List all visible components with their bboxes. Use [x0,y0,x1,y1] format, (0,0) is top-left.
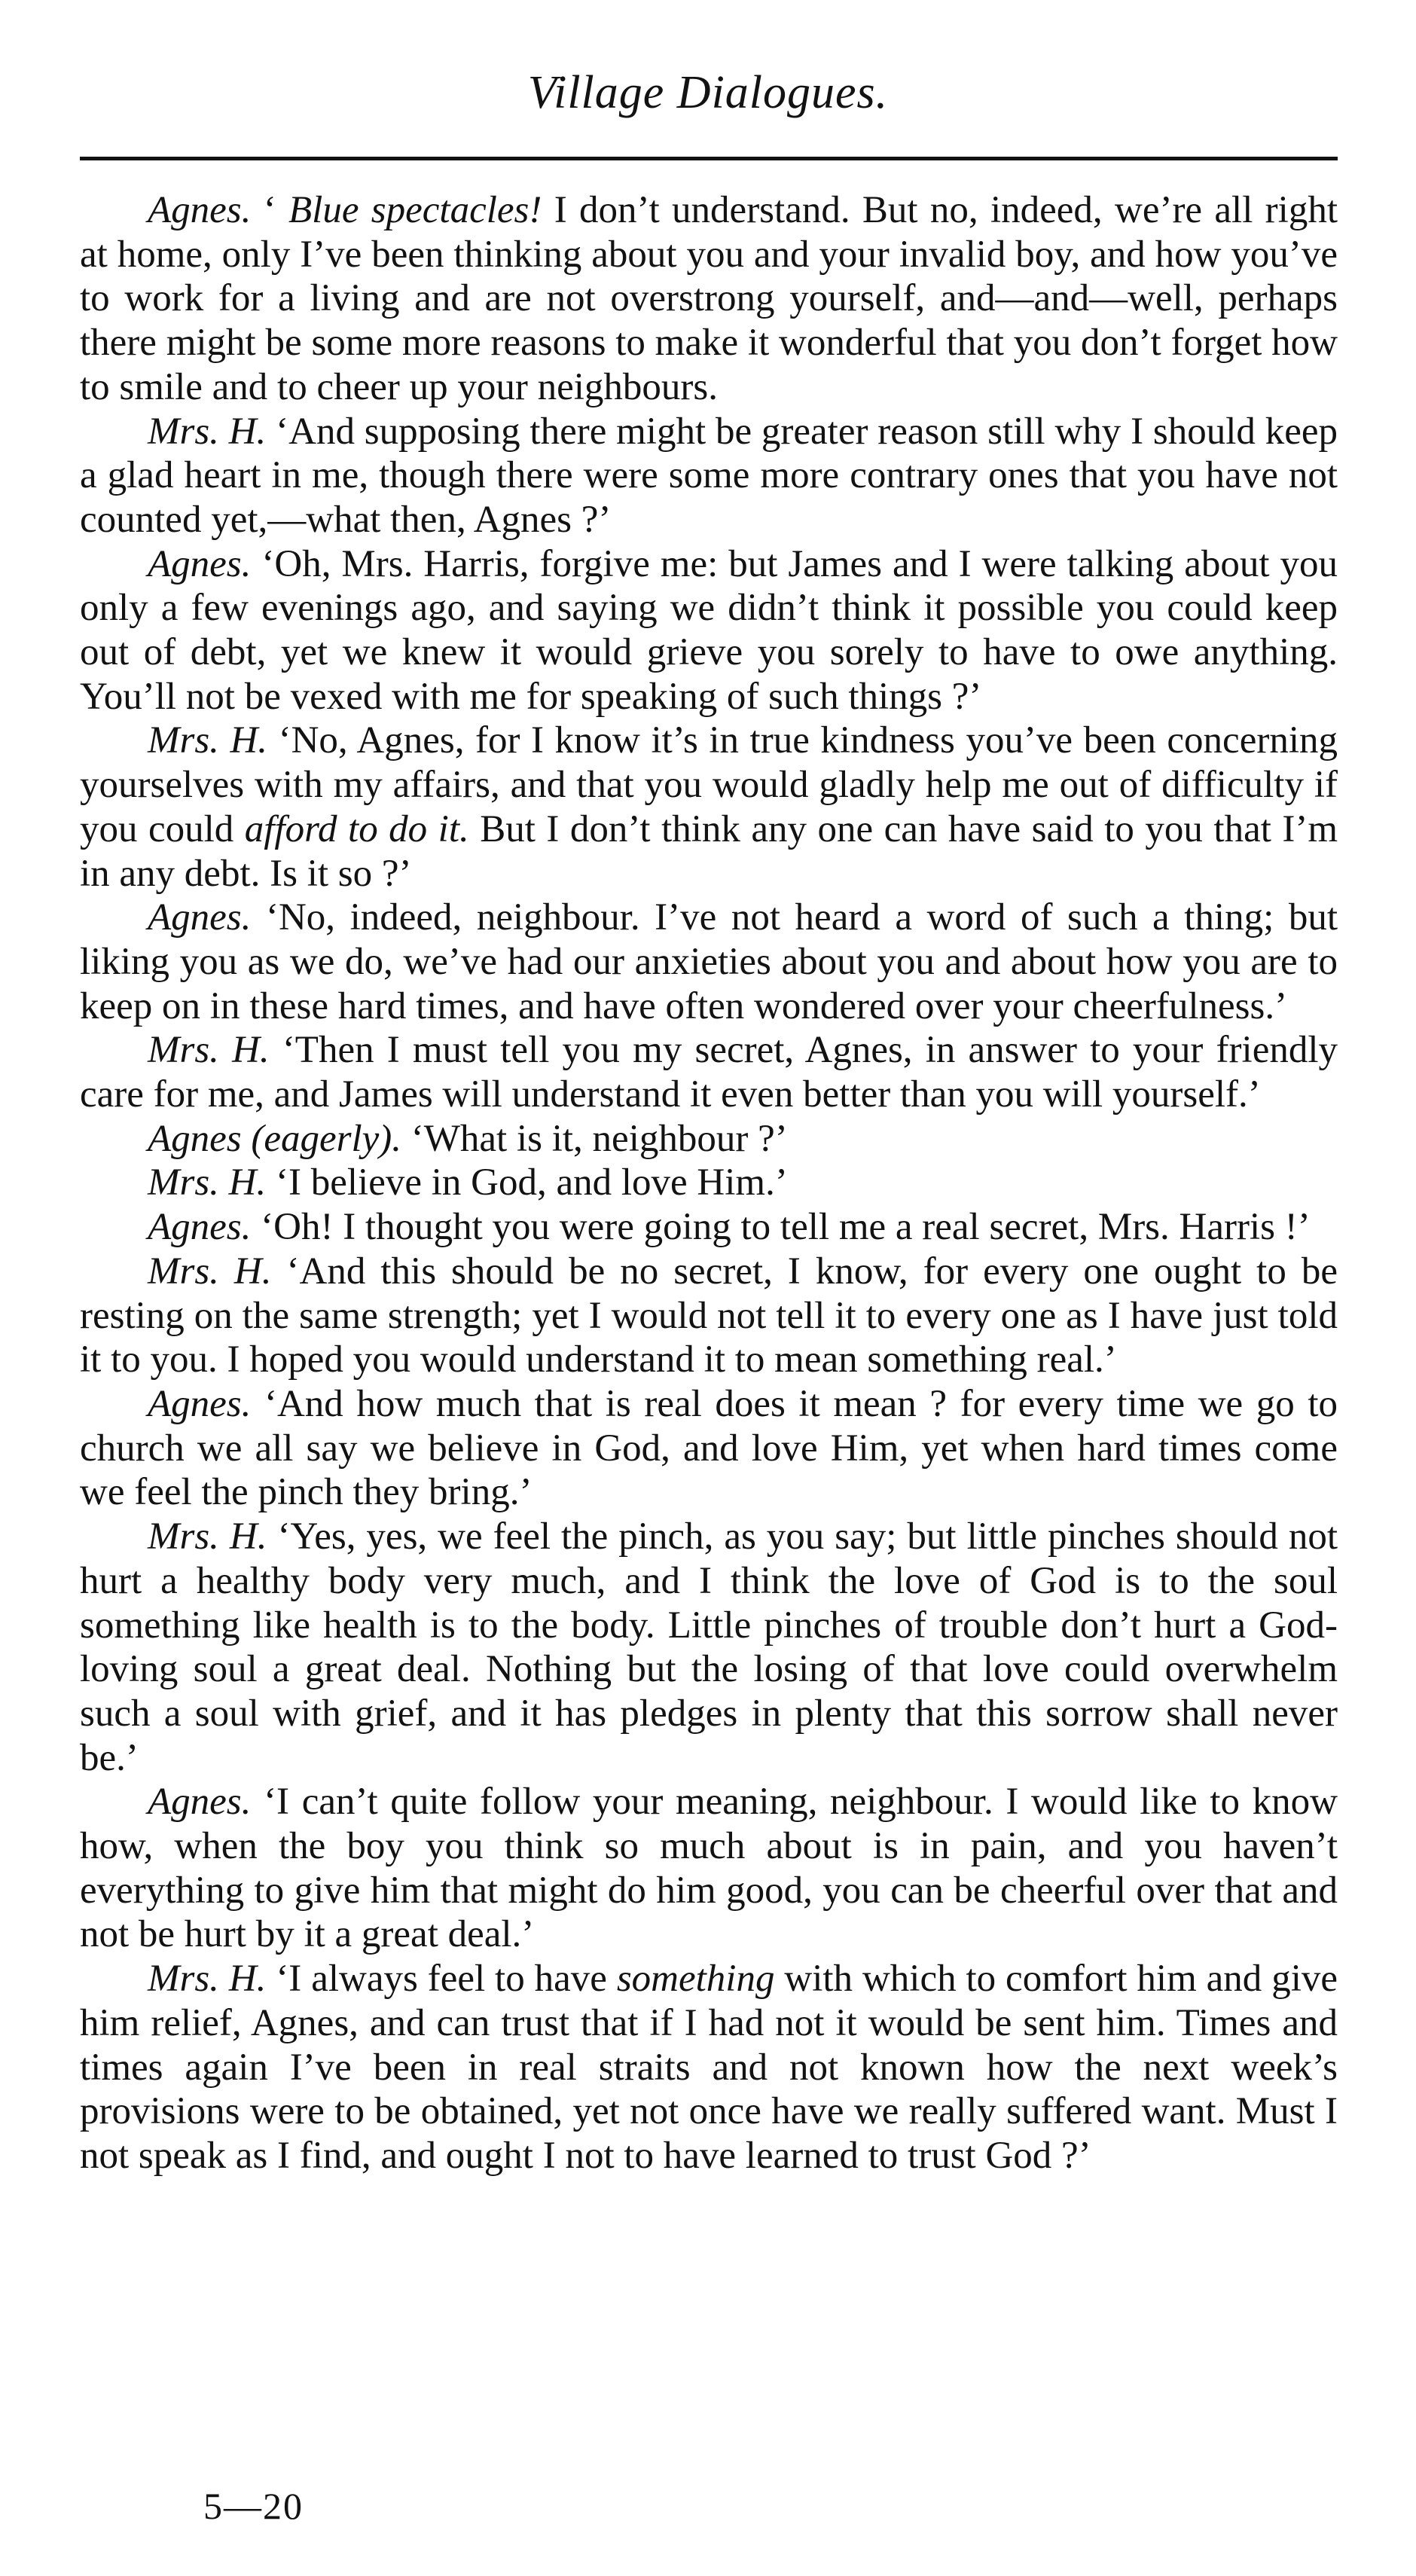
dialogue-paragraph [80,896,1338,1028]
dialogue-paragraph [80,1780,1338,1957]
dialogue-body [80,188,1338,2178]
dialogue-paragraph [80,188,1338,410]
dialogue-paragraph [80,1028,1338,1116]
speech-text: ‘And supposing there might be greater reason still why I should keep a glad heart in me, though there were some more contrary ones that you have not counted yet,—what then, Agnes ?’ [80,410,1338,541]
speaker-name: Mrs. H. [148,1958,267,2001]
speaker-name: Mrs. H. [148,1515,267,1558]
dialogue-paragraph [80,1117,1338,1161]
dialogue-paragraph [80,542,1338,719]
speech-text: ‘And this should be no secret, I know, for every one ought to be resting on the same strength; yet I would not tell it to every one as I have just told it to you. I hoped you would understand it to mean something real.’ [80,1250,1338,1381]
dialogue-paragraph [80,719,1338,896]
speech-text: ‘Oh! I thought you were going to tell me a real secret, Mrs. Harris !’ [261,1206,1311,1249]
speech-text: ‘Then I must tell you my secret, Agnes, in answer to your friendly care for me, and James will understand it even better than you will yourself.’ [80,1029,1338,1116]
speaker-name: Mrs. H. [148,1161,267,1204]
dialogue-paragraph [80,1515,1338,1780]
speaker-name: Agnes. [148,189,252,231]
dialogue-paragraph [80,1382,1338,1515]
dialogue-paragraph [80,1205,1338,1250]
speech-text: ‘I believe in God, and love Him.’ [276,1161,788,1204]
speaker-name: Mrs. H. [148,1029,270,1072]
dialogue-paragraph [80,1250,1338,1382]
dialogue-paragraph [80,410,1338,542]
speech-text: But I don’t think any one can have said to you that I’m in any debt. Is it so ?’ [80,807,1338,895]
emphasis-text: something [616,1958,775,2001]
speaker-name: Mrs. H. [148,1250,272,1293]
dialogue-paragraph [80,1161,1338,1205]
speaker-name: Agnes. [148,1206,252,1249]
speech-text: ‘I can’t quite follow your meaning, neighbour. I would like to know how, when the boy you think so much about is in pain, and you haven’t everything to give him that might do him good, you can be cheerful over that and not be hurt by it a great deal.’ [80,1781,1338,1956]
speech-text: with which to comfort him and give him relief, Agnes, and can trust that if I had not it would be sent him. Times and times again I’ve been in real straits and not known how the next week’s provisions were to be obtained, yet not once have we really suffered want. Must I not speak as I find, and ought I not to have learned to trust God ?’ [80,1958,1338,2177]
speech-text: I don’t understand. But no, indeed, we’re all right at home, only I’ve been thinking about you and your invalid boy, and how you’ve to work for a living and are not overstrong yourself, and—and—well, perhaps there might be some more reasons to make it wonderful that you don’t forget how to smile and to cheer up your neighbours. [80,189,1338,408]
speech-text: ‘No, Agnes, for I know it’s in true kindness you’ve been concerning yourselves with my affairs, and that you would gladly help me out of difficulty if you could [80,719,1338,850]
speech-text: ‘No, indeed, neighbour. I’ve not heard a word of such a thing; but liking you as we do, we’ve had our anxieties about you and about how you are to keep on in these hard times, and have often wondered over your cheerfulness.’ [80,896,1338,1027]
emphasis-text: afford to do it. [244,807,469,850]
running-head: Village Dialogues. [527,67,889,118]
speech-text: ‘ [263,189,289,231]
speaker-name: Agnes. [148,542,252,585]
speaker-name: Agnes. [148,1781,252,1824]
dialogue-paragraph [80,1957,1338,2178]
speech-text: ‘I always feel to have [276,1958,617,2001]
speaker-name: Mrs. H. [148,410,267,453]
speech-text: ‘And how much that is real does it mean ? for every time we go to church we all say we believe in God, and love Him, yet when hard times come we feel the pinch they bring.’ [80,1382,1338,1514]
speaker-name: Agnes. [148,1382,252,1425]
speaker-name: Agnes (eagerly). [148,1117,402,1160]
speech-text: ‘What is it, neighbour ?’ [410,1117,788,1160]
speaker-name: Mrs. H. [148,719,268,762]
emphasis-text: Blue spectacles! [288,189,542,231]
speaker-name: Agnes. [148,896,252,939]
header-rule [80,157,1338,160]
signature-mark: 5—20 [203,2485,304,2527]
speech-text: ‘Oh, Mrs. Harris, forgive me: but James and I were talking about you only a few evenings ago, and saying we didn’t think it possible you could keep out of debt, yet we knew it would grieve you sorely to have to owe anything. You’ll not be vexed with me for speaking of such things ?’ [80,542,1338,718]
speech-text: ‘Yes, yes, we feel the pinch, as you say; but little pinches should not hurt a healthy body very much, and I think the love of God is to the soul something like health is to the body. Little pinches of trouble don’t hurt a God-loving soul a great deal. Nothing but the losing of that love could overwhelm such a soul with grief, and it has pledges in plenty that this sorrow shall never be.’ [80,1515,1338,1779]
